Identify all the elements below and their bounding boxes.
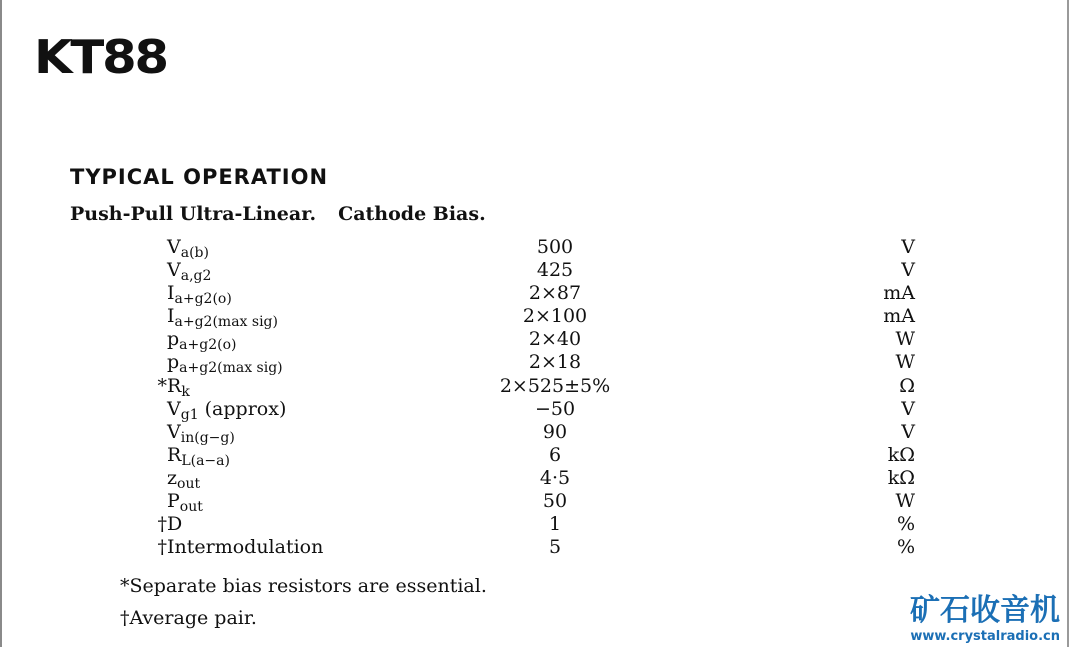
param-value: 4·5	[539, 466, 571, 489]
param-symbol	[155, 328, 237, 354]
param-symbol-base: I	[167, 282, 175, 305]
right-border	[1067, 0, 1069, 647]
param-symbol-subscript: a+g2(max sig)	[174, 314, 278, 331]
param-unit: Ω	[899, 374, 915, 397]
param-unit: W	[895, 351, 915, 374]
param-symbol-suffix: (approx)	[198, 397, 287, 420]
footnote-bias: *Separate bias resistors are essential.	[120, 575, 487, 597]
param-symbol-subscript: a+g2(o)	[174, 291, 232, 308]
param-symbol	[155, 351, 283, 377]
param-unit: W	[895, 490, 915, 513]
param-symbol-subscript: L(a−a)	[181, 452, 230, 469]
mode-label: Push-Pull Ultra-Linear.	[70, 203, 317, 225]
param-value: 425	[536, 259, 574, 282]
param-symbol-base: p	[167, 328, 180, 351]
param-value: 2×18	[528, 351, 582, 374]
param-footnote-mark: †	[157, 536, 167, 559]
param-symbol-base: R	[167, 374, 182, 397]
param-row	[155, 351, 915, 377]
param-symbol-base: p	[167, 351, 180, 374]
param-symbol-base: P	[167, 490, 180, 513]
param-footnote-mark: *	[157, 374, 167, 397]
param-symbol	[155, 305, 278, 331]
param-symbol-base: Intermodulation	[167, 536, 324, 559]
param-value: 2×40	[528, 328, 582, 351]
watermark-url: www.crystalradio.cn	[910, 629, 1060, 644]
param-symbol	[155, 443, 230, 469]
param-row	[155, 536, 915, 559]
param-row	[155, 421, 915, 444]
param-unit: mA	[883, 282, 915, 305]
watermark-name: 矿石收音机	[910, 593, 1060, 628]
param-value: 2×87	[528, 282, 582, 305]
param-symbol	[155, 513, 182, 535]
param-symbol	[155, 397, 287, 423]
param-row	[155, 398, 915, 421]
param-value: 90	[542, 420, 568, 443]
param-symbol	[155, 466, 201, 492]
param-unit: V	[901, 420, 915, 443]
param-unit: V	[901, 236, 915, 258]
param-unit: W	[895, 328, 915, 351]
param-symbol	[155, 236, 209, 261]
param-row	[155, 328, 915, 354]
param-symbol-base: V	[167, 259, 181, 282]
param-symbol-subscript: out	[177, 475, 201, 492]
param-value: 1	[548, 513, 562, 536]
param-symbol-base: V	[167, 397, 181, 420]
param-symbol-subscript: a,g2	[180, 268, 212, 285]
footnote-average: †Average pair.	[120, 607, 257, 629]
param-symbol-subscript: g1	[180, 406, 199, 423]
param-symbol	[155, 259, 212, 285]
param-row	[155, 467, 915, 490]
param-value: 5	[548, 536, 562, 559]
tube-title: KT88	[34, 30, 167, 84]
param-row	[155, 444, 915, 467]
param-footnote-mark: †	[157, 513, 167, 536]
param-row	[155, 259, 915, 285]
param-symbol-base: R	[167, 443, 182, 466]
param-symbol	[155, 490, 203, 516]
param-symbol	[155, 282, 232, 308]
param-symbol-base: D	[167, 513, 183, 536]
param-row	[155, 490, 915, 516]
param-row	[155, 513, 915, 536]
left-border	[0, 0, 2, 647]
operation-subheading	[70, 203, 508, 225]
param-row	[155, 375, 915, 398]
param-unit: V	[901, 397, 915, 420]
param-symbol-base: V	[167, 420, 181, 443]
param-value: 6	[548, 443, 562, 466]
param-unit: mA	[883, 305, 915, 328]
param-symbol-subscript: a+g2(max sig)	[179, 360, 283, 377]
section-heading: TYPICAL OPERATION	[70, 165, 329, 189]
param-symbol	[155, 420, 235, 446]
param-symbol-base: z	[167, 466, 178, 489]
watermark	[910, 585, 1060, 644]
param-symbol-subscript: in(g−g)	[180, 429, 235, 446]
param-unit: %	[896, 513, 915, 536]
param-symbol-base: V	[167, 236, 181, 258]
param-value: 2×100	[522, 305, 588, 328]
param-symbol-base: I	[167, 305, 175, 328]
param-symbol	[155, 536, 323, 558]
param-unit: kΩ	[887, 443, 915, 466]
param-value: 50	[542, 490, 568, 513]
param-value: 2×525±5%	[499, 374, 611, 397]
parameter-table	[155, 236, 915, 559]
param-row	[155, 236, 915, 259]
param-unit: kΩ	[887, 466, 915, 489]
param-row	[155, 305, 915, 331]
param-symbol	[155, 374, 190, 400]
param-unit: %	[896, 536, 915, 559]
param-symbol-subscript: out	[179, 499, 203, 516]
param-symbol-subscript: a+g2(o)	[179, 337, 237, 354]
param-row	[155, 282, 915, 308]
param-symbol-subscript: a(b)	[180, 245, 209, 261]
param-value: −50	[534, 397, 576, 420]
param-unit: V	[901, 259, 915, 282]
param-symbol-subscript: k	[181, 383, 190, 400]
param-value: 500	[536, 236, 574, 258]
bias-label: Cathode Bias.	[338, 203, 486, 225]
